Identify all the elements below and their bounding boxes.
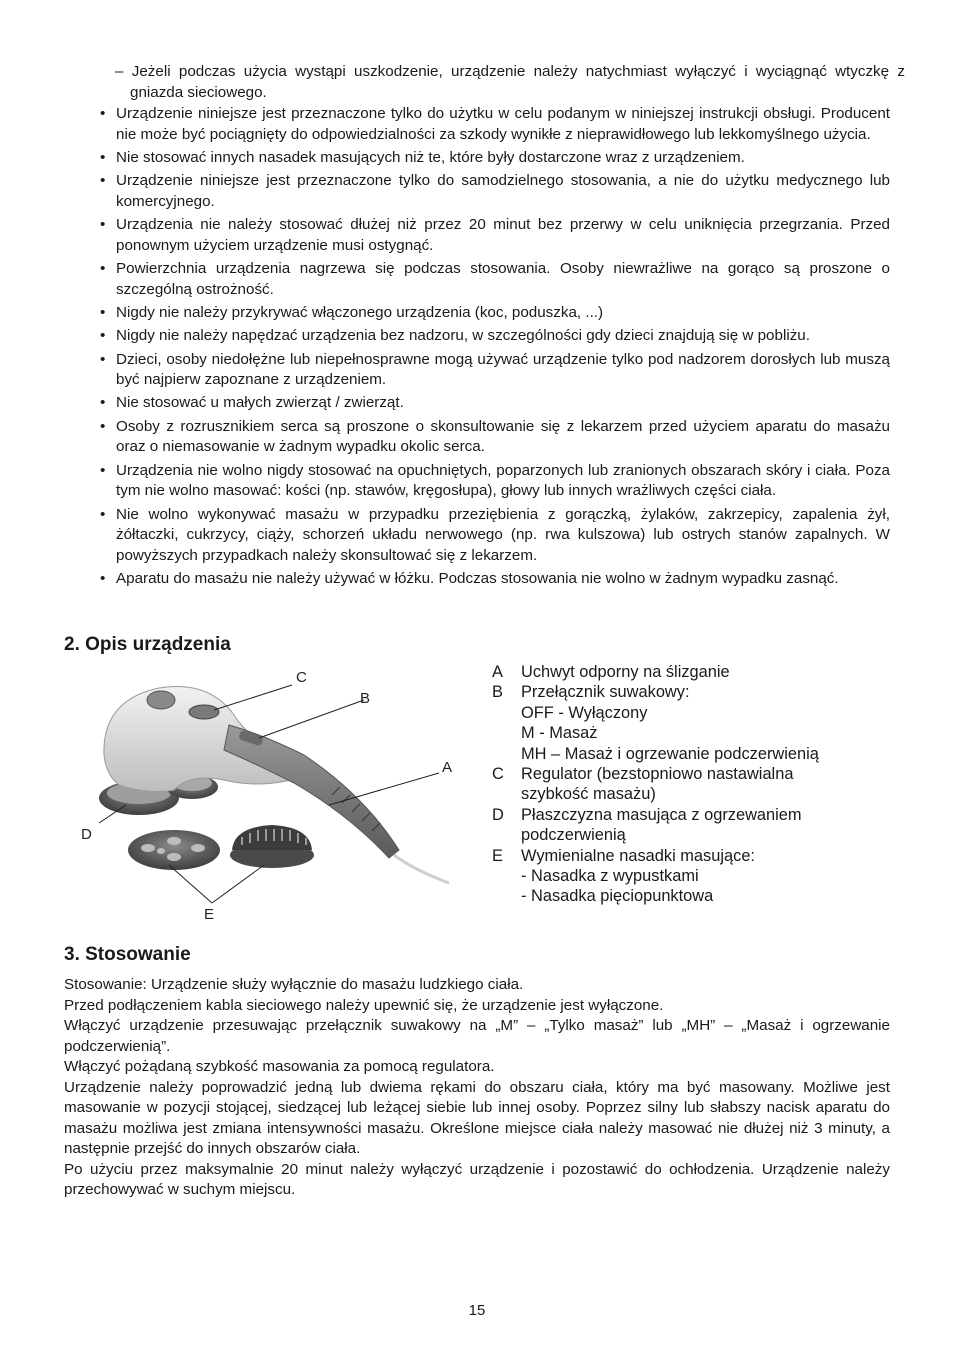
legend-subitem: - Nasadka z wypustkami <box>521 867 699 886</box>
usage-paragraph: Po użyciu przez maksymalnie 20 minut należy wyłączyć urządzenie i pozostawić do ochłodzenia. Urządzenie należy przechowywać w suchym miejscu. <box>64 1160 890 1198</box>
list-item: • Nigdy nie należy napędzać urządzenia bez nadzoru, w szczególności gdy dzieci znajdują się w pobliżu. <box>100 326 890 347</box>
legend-item-c: C Regulator (bezstopniowo nastawialna <box>492 765 794 784</box>
speed-regulator-knob <box>189 705 219 719</box>
legend-subitem: M - Masaż <box>521 724 598 743</box>
legend-subitem: OFF - Wyłączony <box>521 703 648 722</box>
list-item: • Urządzenia nie należy stosować dłużej niż przez 20 minut bez przerwy w celu uniknięcia przegrzania. Przed ponownym użyciem urządzenie musi ostygnąć. <box>100 215 890 257</box>
legend-item-a: A Uchwyt odporny na ślizganie <box>492 663 730 681</box>
figure-label-e: E <box>204 906 215 923</box>
section-heading-usage: 3. Stosowanie <box>64 944 191 965</box>
massager-drawing <box>64 655 464 925</box>
list-item: • Dzieci, osoby niedołężne lub niepełnosprawne mogą używać urządzenie tylko pod nadzorem dorosłych lub muszą być najpierw zapoznane z urządzeniem. <box>100 350 890 392</box>
safety-bullet-list <box>100 104 890 593</box>
usage-paragraph: Włączyć urządzenie przesuwając przełącznik suwakowy na „M” – „Tylko masaż” lub „MH” – „Masaż i ogrzewanie podczerwienią”. <box>64 1017 890 1055</box>
legend-subitem: szybkość masażu) <box>521 785 656 804</box>
list-item: • Nigdy nie należy przykrywać włączonego urządzenia (koc, poduszka, ...) <box>100 303 890 324</box>
nub-attachment <box>230 825 314 868</box>
list-item: • Aparatu do masażu nie należy używać w łóżku. Podczas stosowania nie wolno w żadnym wypadku zasnąć. <box>100 569 890 590</box>
usage-paragraph: Włączyć pożądaną szybkość masowania za pomocą regulatora. <box>64 1058 495 1075</box>
list-item: • Nie stosować innych nasadek masujących niż te, które były dostarczone wraz z urządzeniem. <box>100 148 890 169</box>
list-item: • Urządzenie niniejsze jest przeznaczone tylko do użytku w celu podanym w niniejszej instrukcji obsługi. Producent nie może być pociągnięty do odpowiedzialności za szkody wynikłe z nieprawidłowego lub lekkomyślnego użycia. <box>100 104 890 146</box>
figure-label-d: D <box>81 826 92 843</box>
list-item: • Osoby z rozrusznikiem serca są proszone o skonsultowanie się z lekarzem przed użyciem aparatu do masażu oraz o niemasowanie w żadnym wypadku okolic serca. <box>100 417 890 459</box>
usage-text <box>64 975 890 1201</box>
intro-dash-item: – Jeżeli podczas użycia wystąpi uszkodzenie, urządzenie należy natychmiast wyłączyć i wyciągnąć wtyczkę z gniazda sieciowego. <box>115 63 905 101</box>
legend-subitem: podczerwienią <box>521 826 626 845</box>
figure-label-b: B <box>360 690 371 707</box>
list-item: • Nie stosować u małych zwierząt / zwierząt. <box>100 393 890 414</box>
figure-label-a: A <box>442 759 453 776</box>
figure-label-c: C <box>296 669 307 686</box>
usage-paragraph: Stosowanie: Urządzenie służy wyłącznie do masażu ludzkiego ciała. <box>64 976 524 993</box>
list-item: • Urządzenie niniejsze jest przeznaczone tylko do samodzielnego stosowania, a nie do użytku medycznego lub komercyjnego. <box>100 171 890 213</box>
legend-item-e: E Wymienialne nasadki masujące: <box>492 846 755 865</box>
five-point-attachment <box>128 830 220 870</box>
usage-paragraph: Przed podłączeniem kabla sieciowego należy upewnić się, że urządzenie jest wyłączone. <box>64 996 664 1014</box>
massager-body <box>104 687 309 792</box>
parts-legend <box>492 662 892 907</box>
usage-paragraph: Urządzenie należy poprowadzić jedną lub dwiema rękami do obszaru ciała, który ma być masowany. Możliwe jest masowanie w pozycji stojącej, siedzącej lub leżącej siebie lub innej osoby. Poprzez silny lub słabszy nacisk aparatu do masażu możliwa jest zmiana intensywności masażu. Określone miejsce ciała należy masować nie dłużej niż 3 minuty, a następnie przejść do innych obszarów ciała. <box>64 1078 890 1157</box>
device-illustration <box>64 655 464 925</box>
legend-item-d: D Płaszczyzna masująca z ogrzewaniem <box>492 805 802 824</box>
list-item: • Nie wolno wykonywać masażu w przypadku przeziębienia z gorączką, żylaków, zakrzepicy, zapalenia żył, żółtaczki, cukrzycy, ciąży, schorzeń układu nerwowego (np. rwa kulszowa) lub ostrych stanów zapalnych. W powyższych przypadkach należy skonsultować się z lekarzem. <box>100 505 890 567</box>
page-number: 15 <box>468 1302 486 1319</box>
legend-subitem: MH – Masaż i ogrzewanie podczerwienią <box>521 744 819 763</box>
list-item: • Powierzchnia urządzenia nagrzewa się podczas stosowania. Osoby niewrażliwe na gorąco są proszone o szczególną ostrożność. <box>100 259 890 301</box>
legend-item-b: B Przełącznik suwakowy: <box>492 683 690 702</box>
section-heading-description: 2. Opis urządzenia <box>64 634 231 655</box>
list-item: • Urządzenia nie wolno nigdy stosować na opuchniętych, poparzonych lub zranionych obszarach skóry i ciała. Poza tym nie wolno masować: kości (np. stawów, kręgosłupa), głowy lub innych wrażliwych części ciała. <box>100 461 890 503</box>
legend-subitem: - Nasadka pięciopunktowa <box>521 887 714 906</box>
